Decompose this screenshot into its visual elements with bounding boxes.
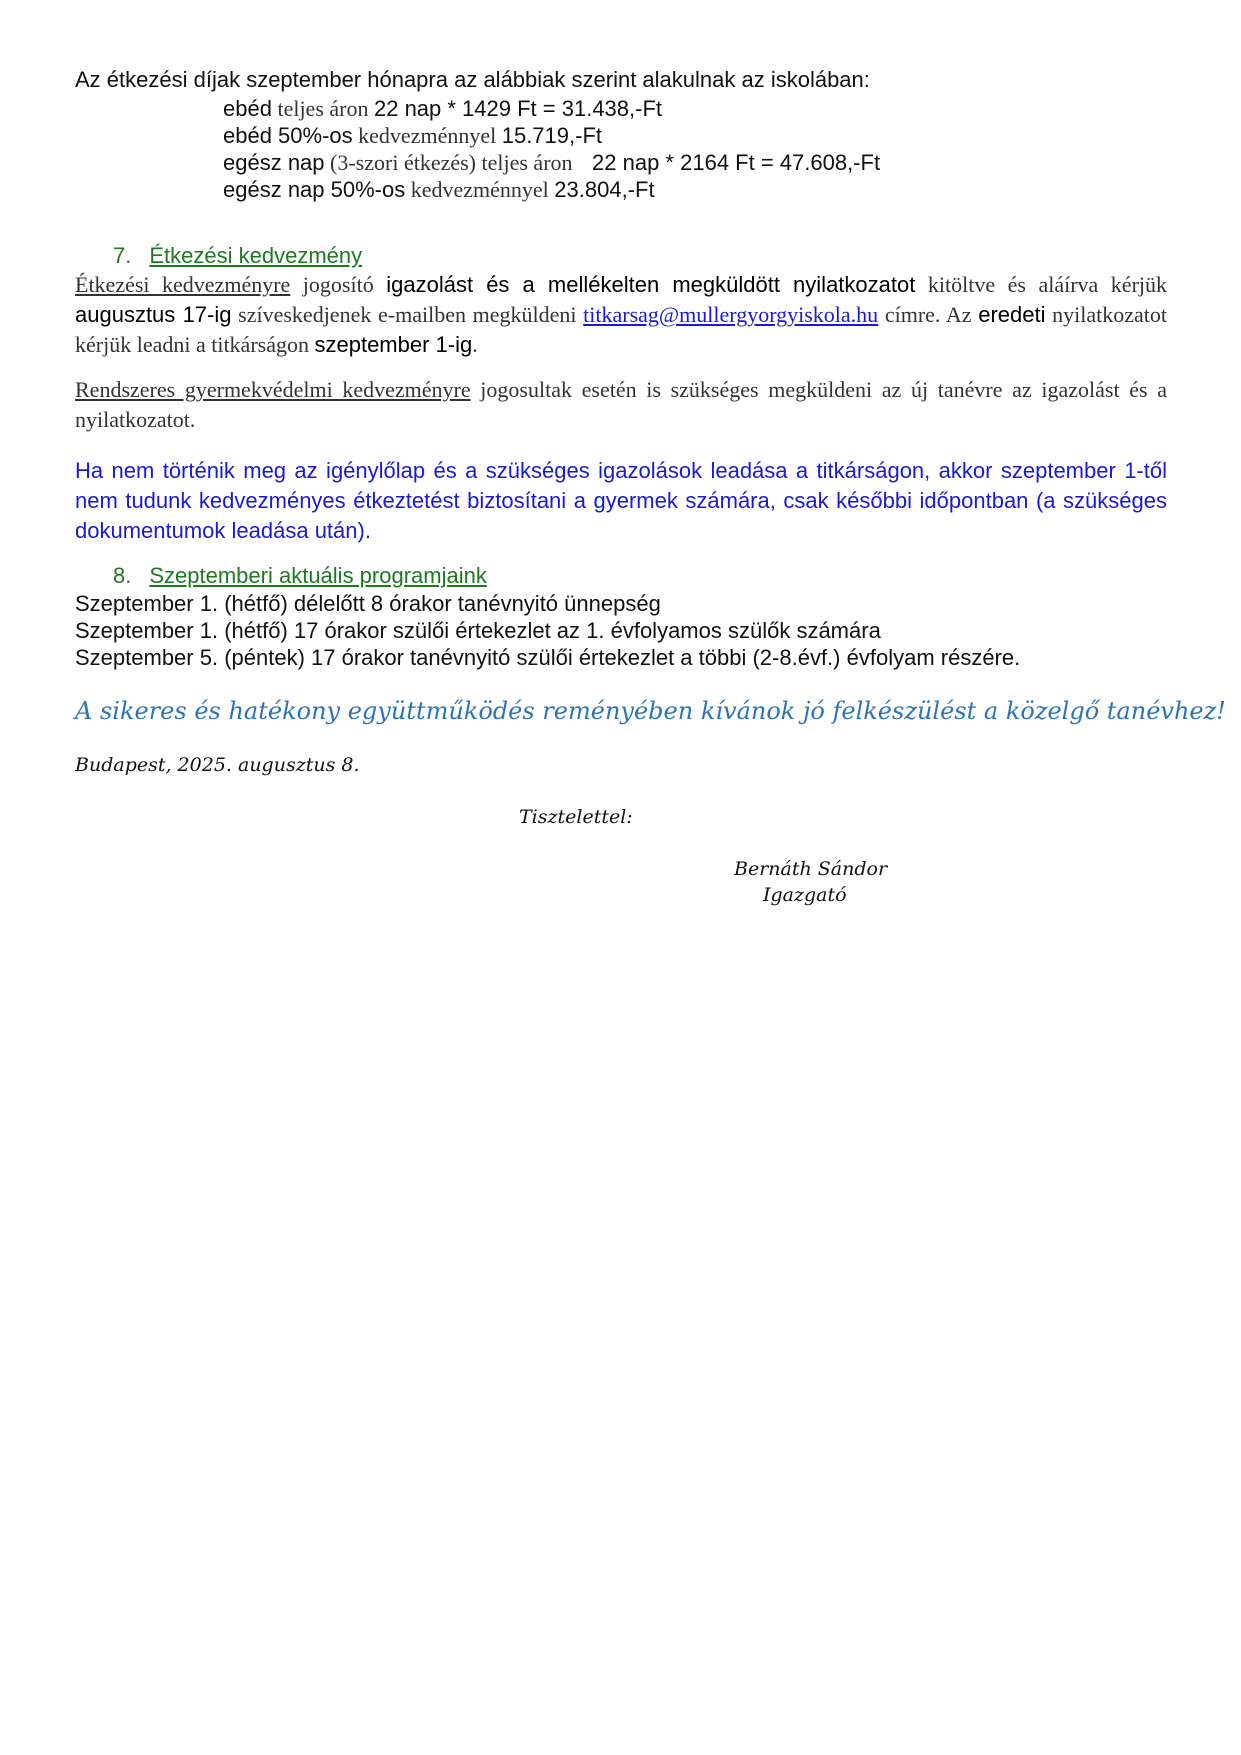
fee-label: ebéd (223, 96, 272, 121)
fee-desc: (3-szori étkezés) teljes áron (324, 150, 579, 175)
fee-amount: 22 nap * 1429 Ft = 31.438,-Ft (373, 96, 663, 121)
fee-label: egész nap (223, 150, 325, 175)
closing-sentence: A sikeres és hatékony együttműködés reményében kívánok jó felkészülést a közelgő tanévhez! (75, 697, 1226, 725)
text: nyilatkozatot kérjük leadni a titkárságon (75, 302, 1168, 357)
email-link[interactable]: titkarsag@mullergyorgyiskola.hu (583, 302, 879, 327)
fee-label: egész nap 50%-os (223, 177, 406, 202)
fee-amount: 23.804,-Ft (554, 177, 655, 202)
fee-line (223, 95, 662, 123)
signer-title: Igazgató (763, 884, 847, 906)
deadline-text: augusztus 17-ig (75, 302, 232, 327)
section-7-paragraph-1 (75, 270, 1167, 360)
fee-line (223, 149, 880, 177)
text: szíveskedjenek e-mailben megküldeni (231, 302, 584, 327)
fee-desc: kedvezménnyel (352, 123, 502, 148)
section-number: 7. (113, 243, 132, 268)
fee-line (223, 122, 602, 150)
program-item: Szeptember 5. (péntek) 17 órakor tanévnyitó szülői értekezlet a többi (2-8.évf.) évfolyam részére. (75, 645, 1021, 670)
fee-label: ebéd 50%-os (223, 123, 353, 148)
underlined-term: Rendszeres gyermekvédelmi kedvezményre (75, 377, 471, 402)
text: jogosító (290, 272, 387, 297)
fee-amount: 22 nap * 2164 Ft = 47.608,-Ft (592, 150, 881, 175)
fee-desc: kedvezménnyel (405, 177, 555, 202)
section-title: Szeptemberi aktuális programjaink (149, 563, 487, 588)
highlight-text: eredeti (978, 302, 1046, 327)
place-date: Budapest, 2025. augusztus 8. (75, 754, 360, 776)
section-7-paragraph-2 (75, 375, 1167, 435)
fee-line (223, 176, 655, 204)
text: kitöltve és aláírva kérjük (915, 272, 1168, 297)
fees-intro: Az étkezési díjak szeptember hónapra az alábbiak szerint alakulnak az iskolában: (75, 67, 870, 92)
text: jogosultak esetén is szükséges megküldeni az új tanévre az igazolást és a nyilatkozatot. (75, 377, 1167, 432)
highlight-text: igazolást és a mellékelten megküldött nyilatkozatot (386, 272, 916, 297)
section-7-warning: Ha nem történik meg az igénylőlap és a szükséges igazolások leadása a titkárságon, akkor szeptember 1-től nem tudunk kedvezményes étkeztetést biztosítani a gyermek számára, csak későbbi időpontban (a szükséges dokumentumok leadása után). (75, 458, 1167, 543)
underlined-term: Étkezési kedvezményre (75, 272, 291, 297)
fee-amount: 15.719,-Ft (501, 123, 602, 148)
section-title: Étkezési kedvezmény (149, 243, 363, 268)
signer-name: Bernáth Sándor (734, 858, 888, 880)
section-7-heading (113, 242, 362, 270)
deadline-text: szeptember 1-ig (314, 332, 473, 357)
fee-desc: teljes áron (271, 96, 374, 121)
text: . (472, 332, 478, 357)
section-number: 8. (113, 563, 132, 588)
text: címre. Az (878, 302, 979, 327)
greeting: Tisztelettel: (519, 806, 633, 828)
section-8-heading (113, 562, 487, 590)
program-item: Szeptember 1. (hétfő) délelőtt 8 órakor tanévnyitó ünnepség (75, 591, 661, 616)
program-item: Szeptember 1. (hétfő) 17 órakor szülői értekezlet az 1. évfolyamos szülők számára (75, 618, 881, 643)
